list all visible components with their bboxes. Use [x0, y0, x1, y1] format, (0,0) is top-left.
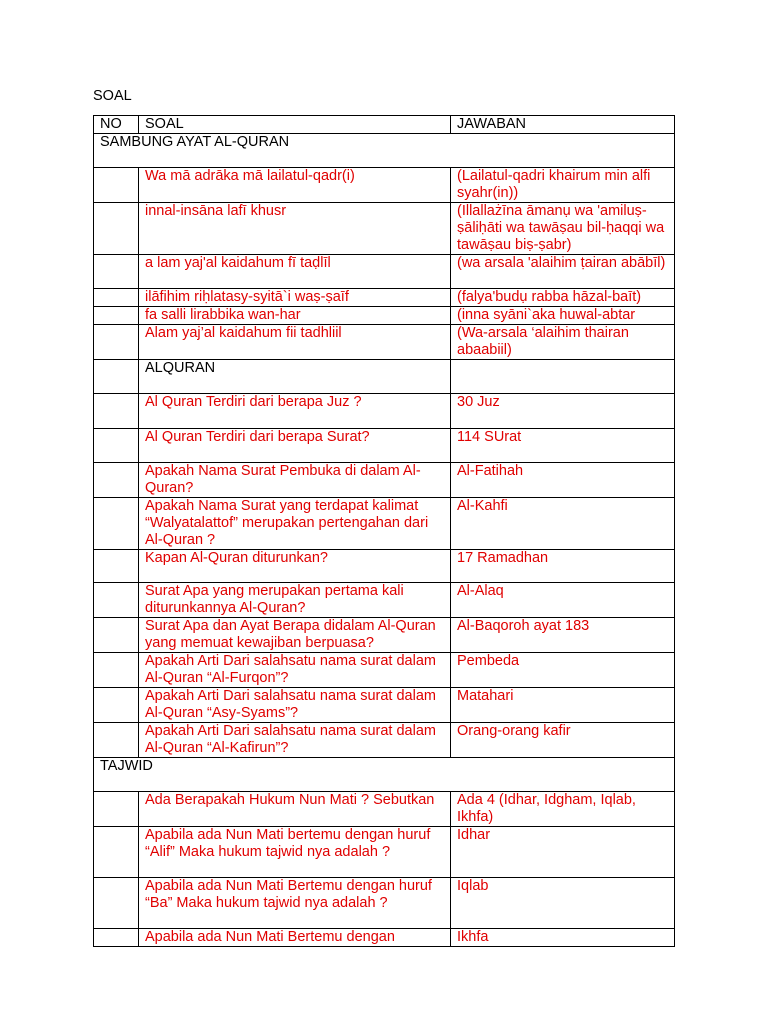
section-row: [94, 360, 675, 394]
answer-cell: Ikhfa: [451, 929, 675, 947]
answer-cell: (Lailatul-qadri khairum min alfi syahr(in)): [451, 168, 675, 203]
row-number: [94, 255, 139, 289]
table-row: [94, 878, 675, 929]
answer-cell: (Wa-arsala ‘alaihim thairan abaabiil): [451, 325, 675, 360]
table-row: [94, 550, 675, 583]
table-row: [94, 307, 675, 325]
question-cell: Wa mā adrāka mā lailatul-qadr(i): [139, 168, 451, 203]
row-number: [94, 550, 139, 583]
question-cell: Apabila ada Nun Mati bertemu dengan huruf “Alif” Maka hukum tajwid nya adalah ?: [139, 827, 451, 878]
table-row: [94, 688, 675, 723]
answer-cell: 17 Ramadhan: [451, 550, 675, 583]
question-cell: Ada Berapakah Hukum Nun Mati ? Sebutkan: [139, 792, 451, 827]
row-number: [94, 688, 139, 723]
table-row: [94, 429, 675, 463]
question-cell: ilāfihim riḥlatasy-syitā`i waṣ-ṣaīf: [139, 289, 451, 307]
question-cell: Al Quran Terdiri dari berapa Juz ?: [139, 394, 451, 429]
table-row: [94, 583, 675, 618]
table-row: [94, 792, 675, 827]
qa-table: [93, 115, 675, 947]
header-jawaban: JAWABAN: [451, 116, 675, 134]
row-number: [94, 429, 139, 463]
row-number: [94, 618, 139, 653]
row-number: [94, 360, 139, 394]
answer-cell: Iqlab: [451, 878, 675, 929]
row-number: [94, 878, 139, 929]
question-cell: Al Quran Terdiri dari berapa Surat?: [139, 429, 451, 463]
question-cell: Apakah Nama Surat Pembuka di dalam Al-Quran?: [139, 463, 451, 498]
answer-cell: Orang-orang kafir: [451, 723, 675, 758]
row-number: [94, 289, 139, 307]
table-row: [94, 463, 675, 498]
answer-cell: Al-Kahfi: [451, 498, 675, 550]
table-row: [94, 653, 675, 688]
header-soal: SOAL: [139, 116, 451, 134]
answer-cell: Matahari: [451, 688, 675, 723]
section-row: [94, 758, 675, 792]
table-header-row: [94, 116, 675, 134]
answer-cell: Al-Alaq: [451, 583, 675, 618]
row-number: [94, 498, 139, 550]
answer-cell: (wa arsala 'alaihim ṭairan abābīl): [451, 255, 675, 289]
row-number: [94, 394, 139, 429]
question-cell: Alam yaj’al kaidahum fii tadhliil: [139, 325, 451, 360]
answer-cell: Al-Fatihah: [451, 463, 675, 498]
table-row: [94, 618, 675, 653]
answer-cell: (inna syāni`aka huwal-abtar: [451, 307, 675, 325]
empty-cell: [451, 360, 675, 394]
table-row: [94, 827, 675, 878]
table-row: [94, 325, 675, 360]
question-cell: Apabila ada Nun Mati Bertemu dengan huruf “Ba” Maka hukum tajwid nya adalah ?: [139, 878, 451, 929]
answer-cell: (falya'budụ rabba hāzal-baīt): [451, 289, 675, 307]
question-cell: Surat Apa dan Ayat Berapa didalam Al-Quran yang memuat kewajiban berpuasa?: [139, 618, 451, 653]
question-cell: Apakah Arti Dari salahsatu nama surat dalam Al-Quran “Al-Furqon”?: [139, 653, 451, 688]
question-cell: Apabila ada Nun Mati Bertemu dengan: [139, 929, 451, 947]
question-cell: Apakah Nama Surat yang terdapat kalimat “Walyatalattof” merupakan pertengahan dari Al-Quran ?: [139, 498, 451, 550]
document-title: SOAL: [93, 88, 132, 104]
row-number: [94, 307, 139, 325]
answer-cell: Pembeda: [451, 653, 675, 688]
question-cell: a lam yaj'al kaidahum fī taḍlīl: [139, 255, 451, 289]
question-cell: Apakah Arti Dari salahsatu nama surat dalam Al-Quran “Al-Kafirun”?: [139, 723, 451, 758]
table-row: [94, 929, 675, 947]
row-number: [94, 203, 139, 255]
question-cell: Apakah Arti Dari salahsatu nama surat dalam Al-Quran “Asy-Syams”?: [139, 688, 451, 723]
table-row: [94, 723, 675, 758]
row-number: [94, 792, 139, 827]
answer-cell: Al-Baqoroh ayat 183: [451, 618, 675, 653]
question-cell: innal-insāna lafī khusr: [139, 203, 451, 255]
answer-cell: 114 SUrat: [451, 429, 675, 463]
header-no: NO: [94, 116, 139, 134]
table-row: [94, 498, 675, 550]
row-number: [94, 463, 139, 498]
section-title: TAJWID: [94, 758, 675, 792]
row-number: [94, 168, 139, 203]
row-number: [94, 827, 139, 878]
row-number: [94, 583, 139, 618]
table-row: [94, 203, 675, 255]
section-title: SAMBUNG AYAT AL-QURAN: [94, 134, 675, 168]
row-number: [94, 653, 139, 688]
answer-cell: (Illallażīna āmanụ wa 'amiluṣ-ṣāliḥāti wa tawāṣau bil-ḥaqqi wa tawāṣau biṣ-ṣabr): [451, 203, 675, 255]
answer-cell: Idhar: [451, 827, 675, 878]
row-number: [94, 929, 139, 947]
table-row: [94, 394, 675, 429]
section-row: [94, 134, 675, 168]
row-number: [94, 723, 139, 758]
answer-cell: Ada 4 (Idhar, Idgham, Iqlab, Ikhfa): [451, 792, 675, 827]
row-number: [94, 325, 139, 360]
table-row: [94, 168, 675, 203]
question-cell: Surat Apa yang merupakan pertama kali diturunkannya Al-Quran?: [139, 583, 451, 618]
question-cell: Kapan Al-Quran diturunkan?: [139, 550, 451, 583]
answer-cell: 30 Juz: [451, 394, 675, 429]
question-cell: fa salli lirabbika wan-har: [139, 307, 451, 325]
section-title: ALQURAN: [139, 360, 451, 394]
table-row: [94, 289, 675, 307]
table-row: [94, 255, 675, 289]
